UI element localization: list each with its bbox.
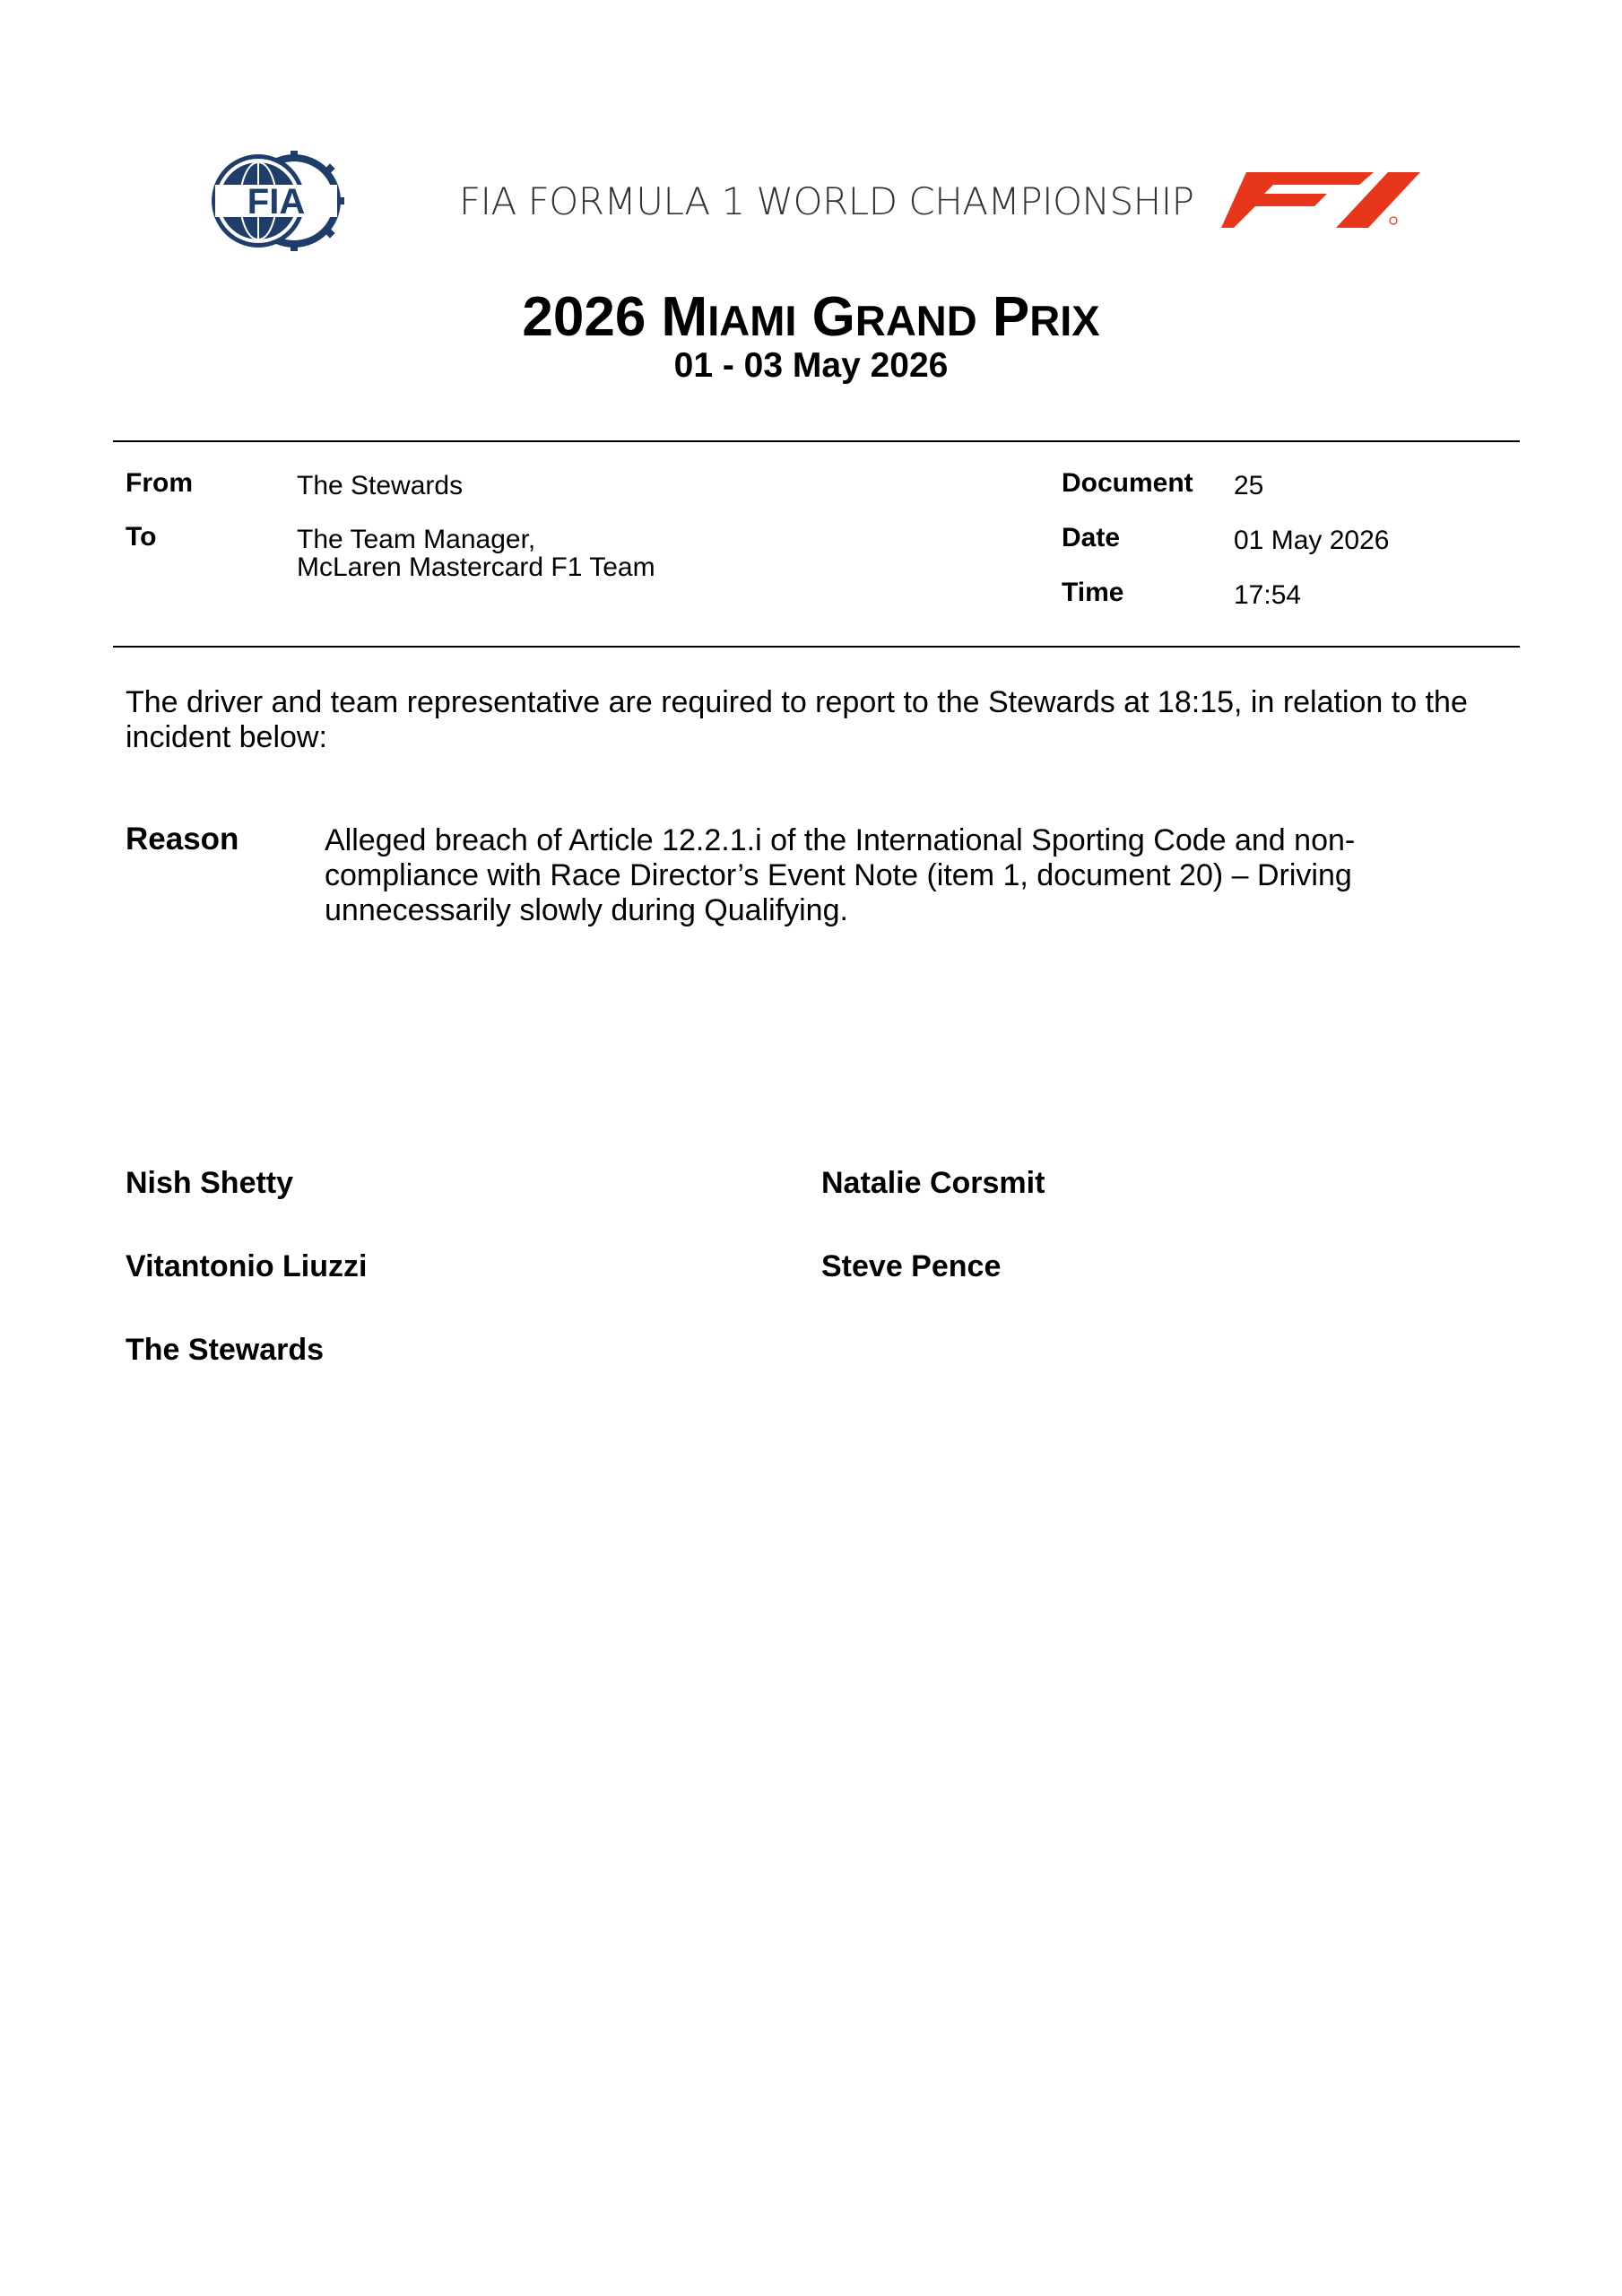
date-label: Date bbox=[1062, 523, 1121, 552]
f1-logo bbox=[1221, 172, 1420, 228]
meta-divider bbox=[113, 646, 1520, 648]
signatory-nish-shetty: Nish Shetty bbox=[126, 1166, 294, 1200]
fia-logo-text: FIA bbox=[247, 182, 306, 222]
event-title: 2026 MIAMI GRAND PRIX bbox=[522, 286, 1100, 348]
signatory-vitantonio-liuzzi: Vitantonio Liuzzi bbox=[126, 1249, 368, 1283]
to-label: To bbox=[126, 522, 157, 552]
to-line1: The Team Manager, bbox=[297, 525, 536, 554]
signatory-steve-pence: Steve Pence bbox=[821, 1249, 1002, 1283]
time-label: Time bbox=[1062, 578, 1124, 607]
signatory-natalie-corsmit: Natalie Corsmit bbox=[821, 1166, 1045, 1200]
from-value: The Stewards bbox=[297, 471, 464, 500]
reason-text bbox=[325, 823, 1401, 928]
reason-line-2: compliance with Race Director’s Event Note (item 1, document 20) – Driving bbox=[325, 858, 1352, 892]
event-dates: 01 - 03 May 2026 bbox=[673, 346, 949, 385]
reason-label: Reason bbox=[126, 822, 239, 857]
stewards-footer: The Stewards bbox=[126, 1333, 325, 1367]
header-divider bbox=[113, 440, 1520, 442]
summons-text: The driver and team representative are required to report to the Stewards at 18:15, in relation to the incident below: bbox=[126, 685, 1468, 754]
document-label: Document bbox=[1062, 468, 1193, 498]
time-value: 17:54 bbox=[1234, 580, 1302, 610]
reason-line-3: unnecessarily slowly during Qualifying. bbox=[325, 893, 848, 927]
from-label: From bbox=[126, 468, 193, 498]
championship-title: FIA FORMULA 1 WORLD CHAMPIONSHIP bbox=[459, 179, 1194, 223]
to-line2: McLaren Mastercard F1 Team bbox=[297, 552, 655, 582]
document-value: 25 bbox=[1234, 471, 1264, 500]
date-value: 01 May 2026 bbox=[1234, 526, 1390, 555]
fia-logo bbox=[206, 151, 346, 251]
reason-line-1: Alleged breach of Article 12.2.1.i of the International Sporting Code and non- bbox=[325, 823, 1356, 857]
